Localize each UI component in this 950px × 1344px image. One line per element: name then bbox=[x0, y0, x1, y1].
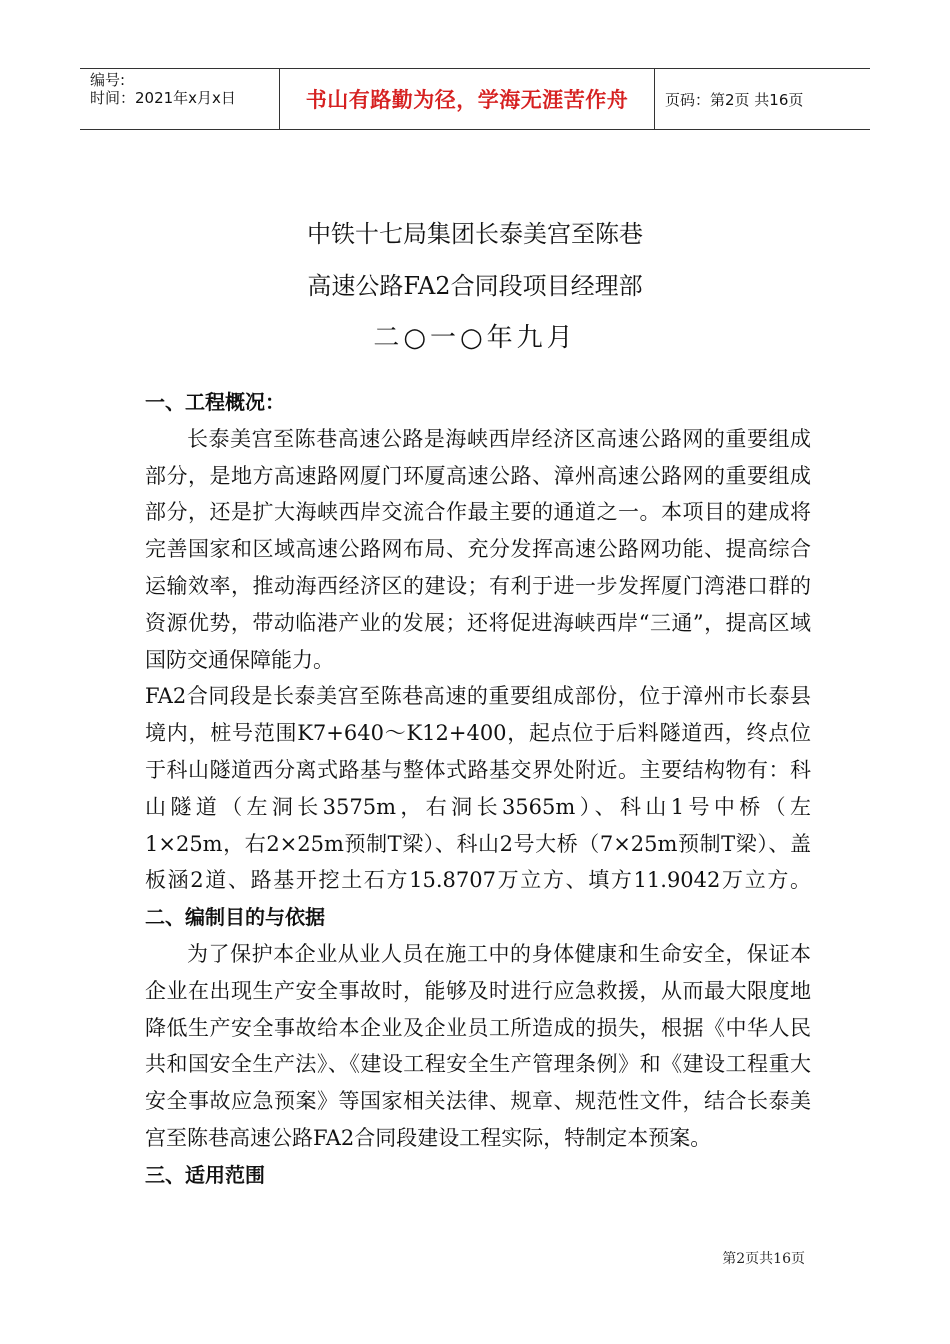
section-1-paragraph-1: 长泰美宫至陈巷高速公路是海峡西岸经济区高速公路网的重要组成部分，是地方高速路网厦门环厦高速公路、漳州高速公路网的重要组成部分，还是扩大海峡西岸交流合作最主要的通道之一。本项目的建成将完善国家和区域高速公路网布局、充分发挥高速公路网功能、提高综合运输效率，推动海西经济区的建设；有利于进一步发挥厦门湾港口群的资源优势，带动临港产业的发展；还将促进海峡西岸“三通”，提高区域国防交通保障能力。 bbox=[145, 426, 811, 672]
page-header bbox=[80, 68, 870, 130]
section-2-paragraph-1: 为了保护本企业从业人员在施工中的身体健康和生命安全，保证本企业在出现生产安全事故时，能够及时进行应急救援，从而最大限度地降低生产安全事故给本企业及企业员工所造成的损失，根据《中华人民共和国安全生产法》、《建设工程安全生产管理条例》和《建设工程重大安全事故应急预案》等国家相关法律、规章、规范性文件，结合长泰美宫至陈巷高速公路FA2合同段建设工程实际，特制定本预案。 bbox=[145, 941, 811, 1150]
section-1-heading: 一、工程概况： bbox=[145, 390, 285, 414]
title-line-2: 高速公路FA2合同段项目经理部 bbox=[307, 272, 643, 300]
header-page-info: 页码：第2页 共16页 bbox=[665, 90, 804, 109]
document-title bbox=[0, 208, 950, 364]
section-2-heading: 二、编制目的与依据 bbox=[145, 905, 325, 930]
document-number-label: 编号: bbox=[90, 71, 126, 89]
title-date: 二○一○年九月 bbox=[373, 323, 577, 353]
section-1-paragraph-2-text: FA2合同段是长泰美宫至陈巷高速的重要组成部份，位于漳州市长泰县境内，桩号范围K7+640～K12+400，起点位于后料隧道西，终点位于科山隧道西分离式路基与整体式路基交界处附近。主要结构物有：科山隧道（左洞长3575m，右洞长3565m）、科山1号中桥（左1×25m，右2×25m预制T梁）、科山2号大桥（7×25m预制T梁）、盖板涵2道、路基开挖土石方15.8707万立方、填方11.9042万立方。 bbox=[145, 684, 811, 893]
section-3-heading: 三、适用范围 bbox=[145, 1162, 265, 1187]
page-footer-number: 第2页共16页 bbox=[722, 1251, 805, 1267]
header-meta bbox=[80, 69, 280, 129]
header-motto: 书山有路勤为径，学海无涯苦作舟 bbox=[280, 69, 655, 129]
document-body bbox=[145, 384, 811, 1194]
section-1-paragraph-2 bbox=[145, 678, 811, 936]
title-line-1: 中铁十七局集团长泰美宫至陈巷 bbox=[307, 220, 643, 248]
document-time: 时间：2021年x月x日 bbox=[90, 89, 236, 107]
